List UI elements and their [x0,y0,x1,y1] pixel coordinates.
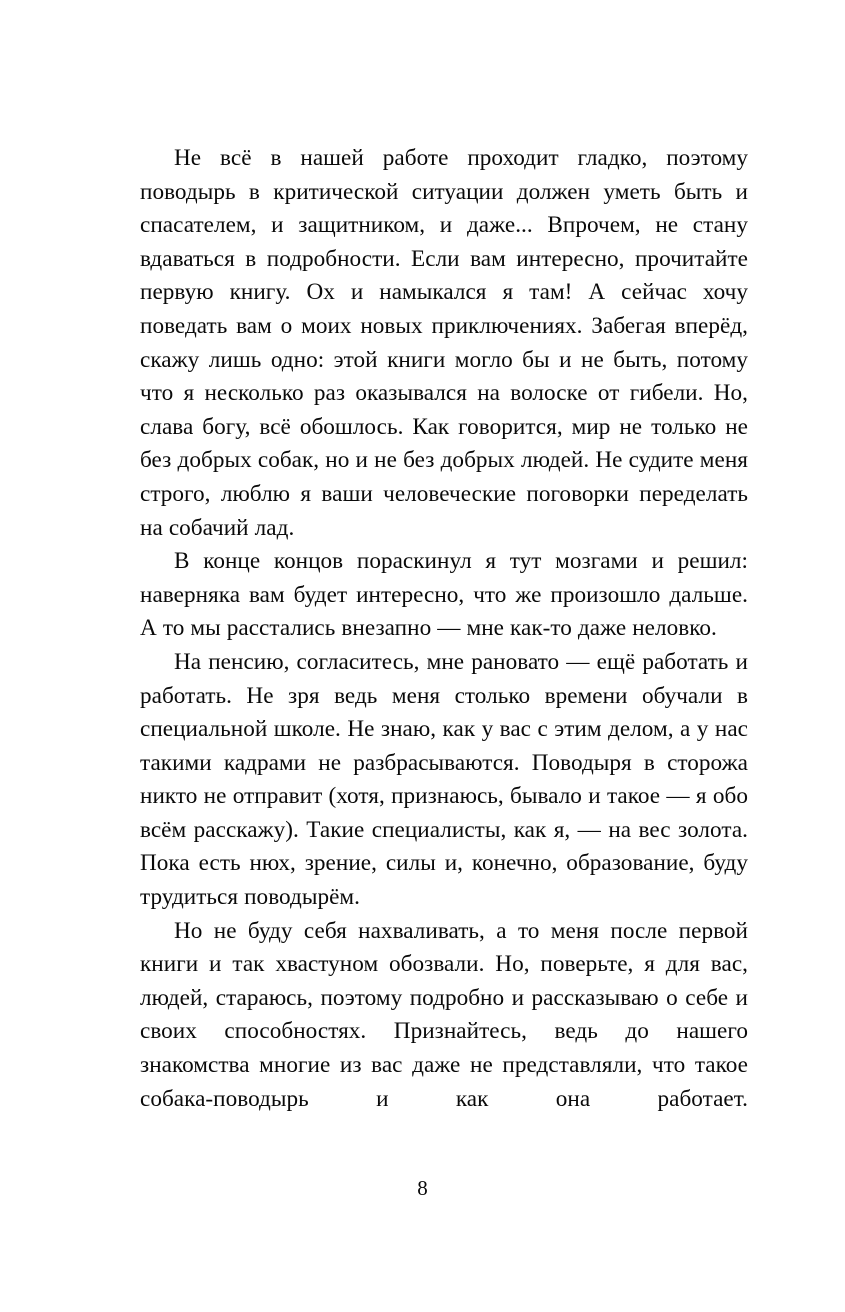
body-paragraph-1: Не всё в нашей работе проходит гладко, поэтому поводырь в критической ситуации должен уметь быть и спасателем, и защитником, и даже... Впрочем, не стану вдаваться в подробности. Если вам интересно, прочитайте первую книгу. Ох и намыкался я там! А сейчас хочу поведать вам о моих новых приключениях. Забегая вперёд, скажу лишь одно: этой книги могло бы и не быть, потому что я несколько раз оказывался на волоске от гибели. Но, слава богу, всё обошлось. Как говорится, мир не только не без добрых собак, но и не без добрых людей. Не судите меня строго, люблю я ваши человеческие поговорки переделать на собачий лад. [140,145,748,541]
body-paragraph-4: Но не буду себя нахваливать, а то меня после первой книги и так хвастуном обозвали. Но, поверьте, я для вас, людей, стараюсь, поэтому подробно и рассказываю о себе и своих способностях. Признайтесь, ведь до нашего знакомства многие из вас даже не представляли, что такое собака-поводырь и как она работает. [140,917,748,1112]
page-text-block [140,142,748,1116]
page-number: 8 [417,1176,428,1200]
body-paragraph-2: В конце концов пораскинул я тут мозгами и решил: наверняка вам будет интересно, что же произошло дальше. А то мы расстались внезапно — мне как-то даже неловко. [140,548,748,642]
body-paragraph-3: На пенсию, согласитесь, мне рановато — ещё работать и работать. Не зря ведь меня столько времени обучали в специальной школе. Не знаю, как у вас с этим делом, а у нас такими кадрами не разбрасываются. Поводыря в сторожа никто не отправит (хотя, признаюсь, бывало и такое — я обо всём расскажу). Такие специалисты, как я, — на вес золота. Пока есть нюх, зрение, силы и, конечно, образование, буду трудиться поводырём. [140,648,748,911]
